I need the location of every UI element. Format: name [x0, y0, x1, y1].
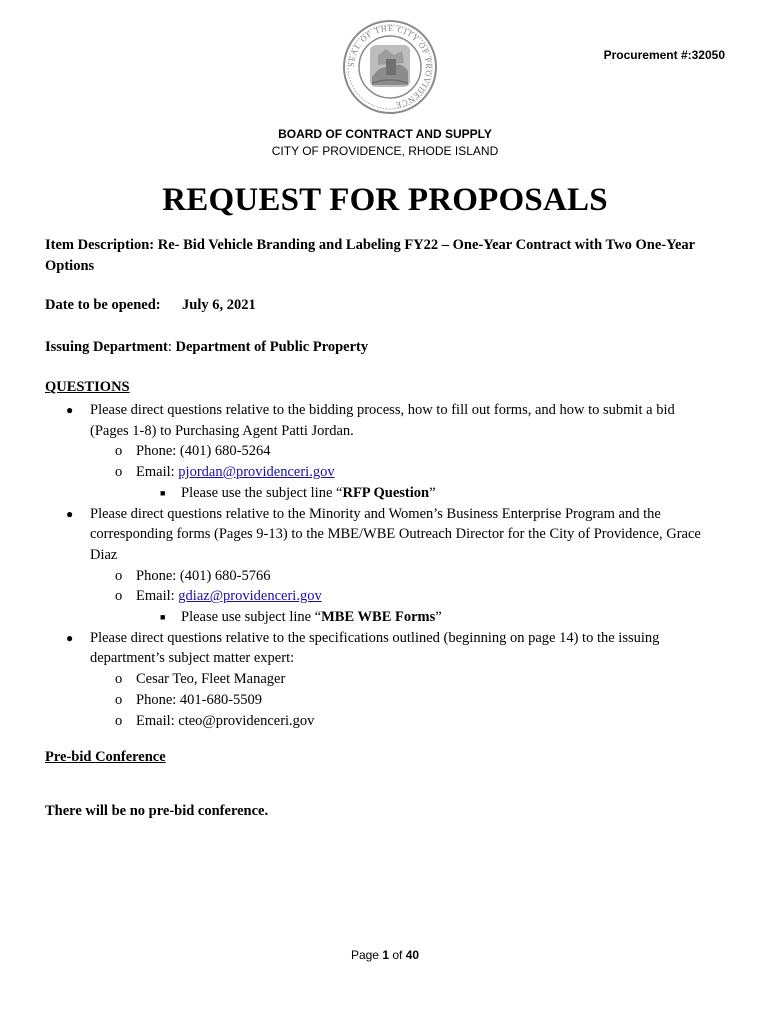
bidding-process-text: Please direct questions relative to the bidding process, how to fill out forms, and how to submit a bid (Pages 1-8) to Purchasing Agent Patti Jordan.: [90, 402, 675, 439]
item-description-value: Re- Bid Vehicle Branding and Labeling FY22 – One-Year Contract with Two One-Year Options: [45, 237, 695, 274]
mbe-subject-prefix: Please use subject line “: [181, 609, 322, 626]
city-heading: CITY OF PROVIDENCE, RHODE ISLAND: [271, 144, 499, 158]
date-opened: [45, 297, 256, 314]
procurement-number: Procurement #:32050: [603, 48, 725, 62]
diaz-email-link[interactable]: gdiaz@providenceri.gov: [178, 588, 322, 605]
prebid-heading: Pre-bid Conference: [45, 749, 166, 765]
list-item: [45, 566, 705, 587]
footer-page-word: Page: [350, 948, 383, 962]
list-item: [45, 586, 705, 607]
mbe-wbe-text: Please direct questions relative to the Minority and Women’s Business Enterprise Program and the corresponding forms (Pages 9-13) to the MBE/WBE Outreach Director for the City of Providence, Grace Diaz: [90, 505, 701, 563]
board-heading: BOARD OF CONTRACT AND SUPPLY: [278, 127, 492, 141]
list-item: [45, 441, 705, 462]
page-footer: [0, 948, 770, 962]
list-item: [45, 669, 705, 690]
sub-bullet-icon: o: [115, 671, 123, 688]
footer-of-word: of: [389, 948, 406, 962]
item-description-label: Item Description:: [45, 237, 155, 253]
item-description: [45, 235, 705, 277]
jordan-email-label: Email:: [136, 464, 179, 481]
sub-bullet-icon: o: [115, 588, 123, 605]
bullet-icon: ●: [66, 630, 74, 645]
questions-list: [45, 400, 705, 731]
teo-phone: Phone: 401-680-5509: [136, 691, 263, 708]
seal-ring-text: SEAL OF THE CITY OF PROVIDENCE: [346, 23, 434, 110]
issuing-department-value: Department of Public Property: [175, 339, 369, 355]
questions-heading: QUESTIONS: [45, 379, 130, 395]
diaz-email-label: Email:: [136, 588, 179, 605]
sub-bullet-icon: o: [115, 712, 123, 729]
sub-bullet-icon: o: [115, 464, 123, 481]
jordan-phone: Phone: (401) 680-5264: [136, 443, 271, 460]
page-title: REQUEST FOR PROPOSALS: [162, 182, 608, 218]
teo-name: Cesar Teo, Fleet Manager: [136, 671, 286, 688]
list-item: [45, 483, 705, 504]
seal-graphic: [342, 19, 438, 115]
jordan-email-link[interactable]: pjordan@providenceri.gov: [178, 464, 335, 481]
diaz-phone: Phone: (401) 680-5766: [136, 567, 271, 584]
issuing-department-label: Issuing Department: [45, 339, 168, 355]
sub-bullet-icon: o: [115, 567, 123, 584]
prebid-text: There will be no pre-bid conference.: [45, 803, 269, 819]
list-item: [45, 462, 705, 483]
square-bullet-icon: ■: [160, 612, 166, 623]
rfp-subject: RFP Question: [342, 484, 430, 501]
sub-bullet-icon: o: [115, 443, 123, 460]
square-bullet-icon: ■: [160, 487, 166, 498]
issuing-department-colon: :: [167, 339, 172, 355]
list-item: [45, 711, 705, 732]
list-item: [45, 628, 705, 669]
bullet-icon: ●: [66, 506, 74, 521]
issuing-department: [45, 339, 368, 356]
sub-bullet-icon: o: [115, 691, 123, 708]
specifications-text: Please direct questions relative to the specifications outlined (beginning on page 14) to the issuing department’s subject matter expert:: [90, 629, 660, 667]
teo-email: Email: cteo@providenceri.gov: [136, 712, 315, 729]
list-item: [45, 607, 705, 628]
rfp-subject-suffix: ”: [429, 484, 436, 501]
bullet-icon: ●: [66, 403, 74, 417]
city-seal-icon: [342, 19, 438, 115]
date-opened-label: Date to be opened:: [45, 297, 161, 313]
list-item: [45, 400, 705, 441]
list-item: [45, 504, 705, 566]
rfp-subject-prefix: Please use the subject line “: [181, 484, 343, 501]
mbe-subject-suffix: ”: [435, 609, 442, 626]
mbe-subject: MBE WBE Forms: [321, 609, 436, 626]
footer-page-number: 1: [382, 948, 389, 962]
date-opened-value: July 6, 2021: [182, 297, 256, 313]
list-item: [45, 690, 705, 711]
footer-page-total: 40: [405, 948, 420, 962]
